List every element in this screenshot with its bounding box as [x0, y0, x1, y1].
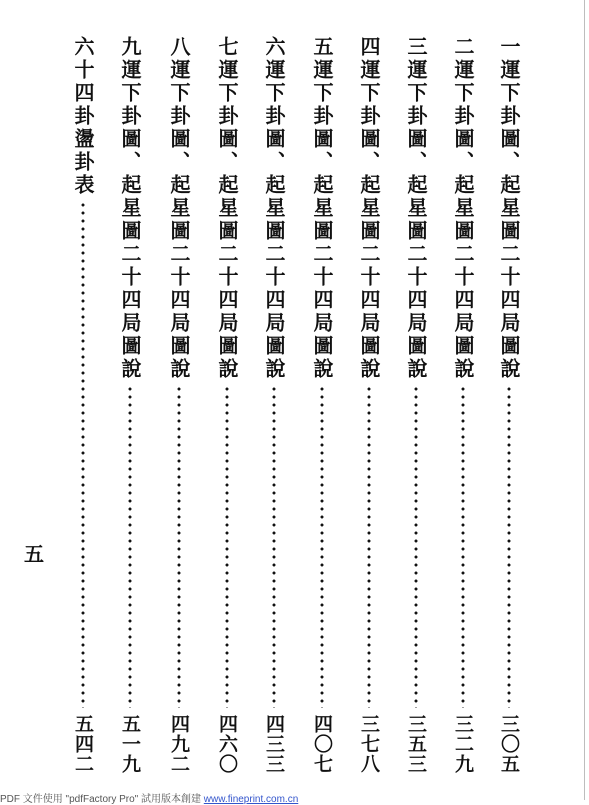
footer-watermark: [0, 790, 298, 805]
toc-entry-4: [356, 36, 382, 774]
toc-entry-9: [117, 36, 143, 774]
footer-link[interactable]: www.fineprint.com.cn: [203, 794, 299, 805]
toc-entry-page: 四九二: [168, 714, 190, 774]
toc-entry-8: [166, 36, 192, 774]
toc-entry-page: 三二九: [452, 714, 474, 774]
dot-leader: [272, 385, 276, 708]
toc-entry-title: 六十四卦盪卦表: [71, 36, 95, 197]
toc-entry-page: 四六〇: [216, 714, 238, 774]
dot-leader: [507, 385, 511, 708]
toc-entry-title: 九運下卦圖、起星圖二十四局圖說: [118, 36, 142, 381]
toc-entry-title: 六運下卦圖、起星圖二十四局圖說: [262, 36, 286, 381]
dot-leader: [225, 385, 229, 708]
toc-entry-page: 四三三: [263, 714, 285, 774]
toc-entry-title: 三運下卦圖、起星圖二十四局圖說: [404, 36, 428, 381]
toc-entry-page: 三七八: [358, 714, 380, 774]
footer-text: PDF 文件使用 "pdfFactory Pro" 試用版本創建: [0, 794, 204, 805]
page-number: 五: [24, 542, 44, 566]
toc-entry-5: [309, 36, 335, 774]
dot-leader: [414, 385, 418, 708]
page-edge-line: [584, 0, 585, 800]
toc-entry-page: 三五三: [405, 714, 427, 774]
toc-entry-2: [450, 36, 476, 774]
dot-leader: [128, 385, 132, 708]
toc-entry-title: 八運下卦圖、起星圖二十四局圖說: [167, 36, 191, 381]
toc-entry-10: [70, 36, 96, 774]
dot-leader: [461, 385, 465, 708]
toc-entry-6: [261, 36, 287, 774]
toc-entry-title: 一運下卦圖、起星圖二十四局圖說: [497, 36, 521, 381]
dot-leader: [320, 385, 324, 708]
toc-entry-7: [214, 36, 240, 774]
toc-entry-title: 五運下卦圖、起星圖二十四局圖說: [310, 36, 334, 381]
toc-entry-page: 三〇五: [498, 714, 520, 774]
toc-entry-title: 二運下卦圖、起星圖二十四局圖說: [451, 36, 475, 381]
toc-entry-page: 五一九: [119, 714, 141, 774]
toc-entry-title: 七運下卦圖、起星圖二十四局圖說: [215, 36, 239, 381]
toc-entry-1: [496, 36, 522, 774]
toc-entry-page: 四〇七: [311, 714, 333, 774]
dot-leader: [367, 385, 371, 708]
dot-leader: [81, 201, 85, 708]
toc-entry-page: 五四二: [72, 714, 94, 774]
toc-entry-title: 四運下卦圖、起星圖二十四局圖說: [357, 36, 381, 381]
toc-entry-3: [403, 36, 429, 774]
dot-leader: [177, 385, 181, 708]
